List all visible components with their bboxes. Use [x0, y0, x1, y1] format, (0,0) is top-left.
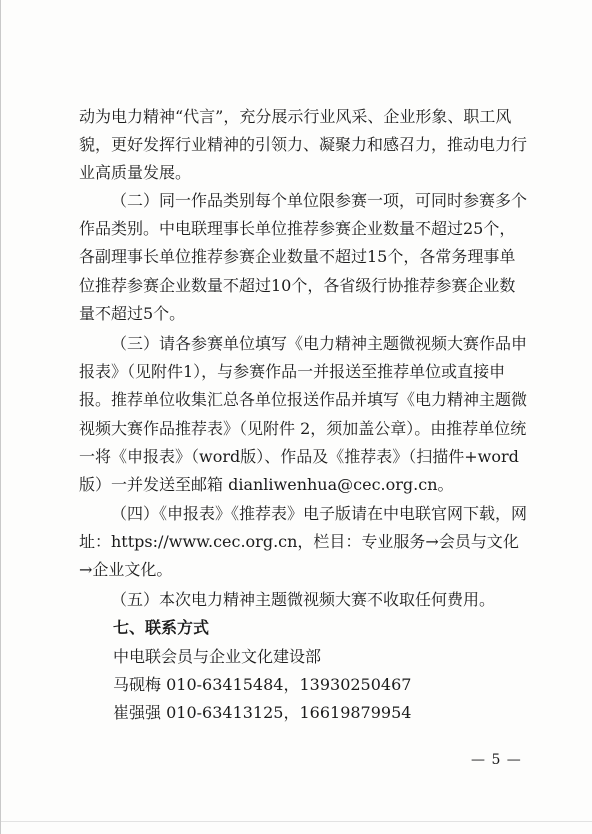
paragraph-item-2: （二）同一作品类别每个单位限参赛一项，可同时参赛多个作品类别。中电联理事长单位推荐参赛企业数量不超过25个，各副理事长单位推荐参赛企业数量不超过15个，各常务理事单位推荐参赛企业数量不超过10个，各省级行协推荐参赛企业数量不超过5个。	[79, 191, 528, 323]
page-number: — 5 —	[471, 752, 522, 768]
paragraph-item-4: （四）《申报表》《推荐表》电子版请在中电联官网下载，网址：https://www.cec.org.cn，栏目：专业服务→会员与文化→企业文化。	[79, 504, 528, 580]
section-heading-contact: 七、联系方式	[113, 618, 210, 637]
contact-person-2: 崔强强 010-63413125，16619879954	[113, 703, 412, 722]
contact-person-1: 马砚梅 010-63415484，13930250467	[113, 675, 412, 694]
paragraph-item-5: （五）本次电力精神主题微视频大赛不收取任何费用。	[111, 590, 496, 609]
paragraph-item-3: （三）请各参赛单位填写《电力精神主题微视频大赛作品申报表》（见附件1），与参赛作品一并报送至推荐单位或直接申报。推荐单位收集汇总各单位报送作品并填写《电力精神主题微视频大赛作品推荐表》（见附件 2，须加盖公章）。由推荐单位统一将《申报表》（word版）、作品及《推荐表》（扫描件+word版）一并发送至邮箱 dianliwenhua@cec.org.cn。	[79, 334, 528, 495]
scan-edge-line	[1, 821, 592, 822]
contact-department: 中电联会员与企业文化建设部	[113, 647, 322, 666]
paragraph-intro-continuation: 动为电力精神“代言”，充分展示行业风采、企业形象、职工风貌，更好发挥行业精神的引领力、凝聚力和感召力，推动电力行业高质量发展。	[79, 107, 528, 183]
